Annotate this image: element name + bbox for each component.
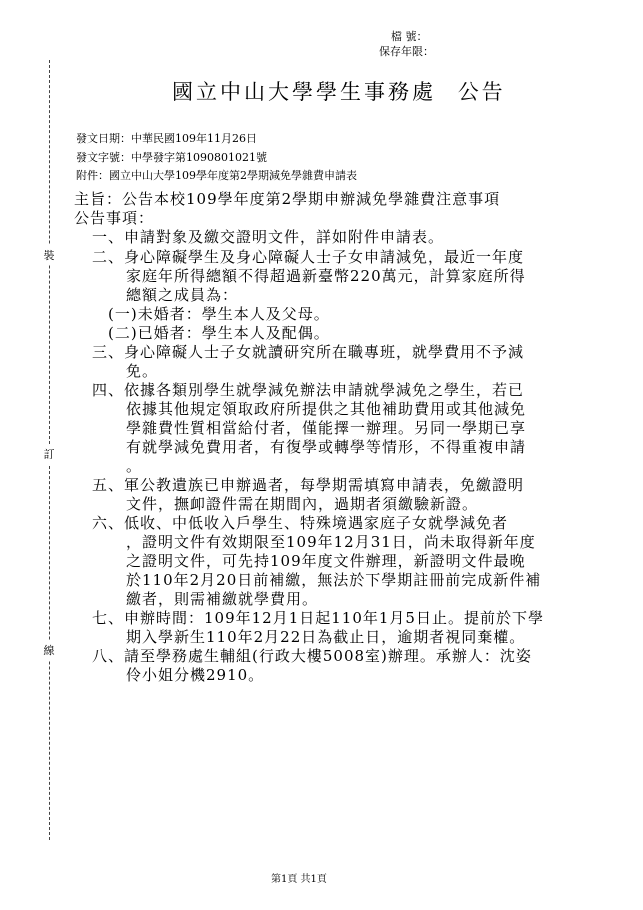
item-2-line-2: 家庭年所得總額不得超過新臺幣220萬元，計算家庭所得	[126, 267, 526, 285]
file-number-label: 檔 號：	[391, 30, 428, 43]
item-7-line-2: 期入學新生110年2月22日為截止日，逾期者視同棄權。	[126, 628, 526, 646]
item-1-line-1: 一、申請對象及繳交證明文件，詳如附件申請表。	[92, 228, 445, 246]
item-5-line-2: 文件，撫卹證件需在期間內，過期者須繳驗新證。	[126, 495, 479, 513]
binding-mark-xian: 線	[41, 640, 57, 660]
issue-date: 發文日期：中華民國109年11月26日	[76, 132, 257, 145]
document-type: 公告	[457, 80, 506, 104]
attachment-line: 附件：國立中山大學109學年度第2學期減免學雜費申請表	[76, 169, 357, 182]
binding-mark-ding: 訂	[41, 444, 57, 464]
announcement-items-heading: 公告事項：	[74, 209, 155, 227]
item-8-line-2: 伶小姐分機2910。	[126, 666, 265, 684]
item-3-line-2: 免。	[126, 362, 159, 380]
item-5-line-1: 五、軍公教遺族已申辦過者，每學期需填寫申請表，免繳證明	[92, 476, 525, 494]
subject-line: 主旨：公告本校109學年度第2學期申辦減免學雜費注意事項	[74, 190, 501, 208]
item-7-line-1: 七、申辦時間：109年12月1日起110年1月5日止。提前於下學	[92, 609, 544, 627]
item-4-line-2: 依據其他規定領取政府所提供之其他補助費用或其他減免	[126, 400, 527, 418]
reference-number: 發文字號：中學發字第1090801021號	[76, 151, 267, 164]
item-3-line-1: 三、身心障礙人士子女就讀研究所在職專班，就學費用不予減	[92, 343, 525, 361]
document-title	[172, 76, 506, 106]
issuing-office: 國立中山大學學生事務處	[172, 80, 436, 104]
item-4-line-5: 。	[126, 457, 143, 475]
item-2-sub-2: (二)已婚者：學生本人及配偶。	[108, 324, 330, 342]
binding-mark-zhuang: 裝	[41, 245, 57, 265]
item-6-line-1: 六、低收、中低收入戶學生、特殊境遇家庭子女就學減免者	[92, 514, 509, 532]
page-number: 第1頁 共1頁	[271, 874, 327, 885]
item-2-line-3: 總額之成員為：	[126, 286, 239, 304]
item-6-line-4: 於110年2月20日前補繳，無法於下學期註冊前完成新件補	[126, 571, 542, 589]
item-2-line-1: 二、身心障礙學生及身心障礙人士子女申請減免，最近一年度	[92, 248, 525, 266]
item-4-line-1: 四、依據各類別學生就學減免辦法申請就學減免之學生，若已	[92, 381, 525, 399]
item-4-line-4: 有就學減免費用者，有復學或轉學等情形，不得重複申請	[126, 438, 527, 456]
retention-period-label: 保存年限：	[379, 45, 434, 58]
item-2-sub-1: (一)未婚者：學生本人及父母。	[108, 305, 330, 323]
item-6-line-2: ，證明文件有效期限至109年12月31日，尚未取得新年度	[126, 533, 536, 551]
item-6-line-5: 繳者，則需補繳就學費用。	[126, 590, 319, 608]
item-8-line-1: 八、請至學務處生輔組(行政大樓5008室)辦理。承辦人：沈姿	[92, 647, 532, 665]
item-4-line-3: 學雜費性質相當給付者，僅能擇一辦理。另同一學期已享	[126, 419, 527, 437]
item-6-line-3: 之證明文件，可先持109年度文件辦理，新證明文件最晚	[126, 552, 526, 570]
